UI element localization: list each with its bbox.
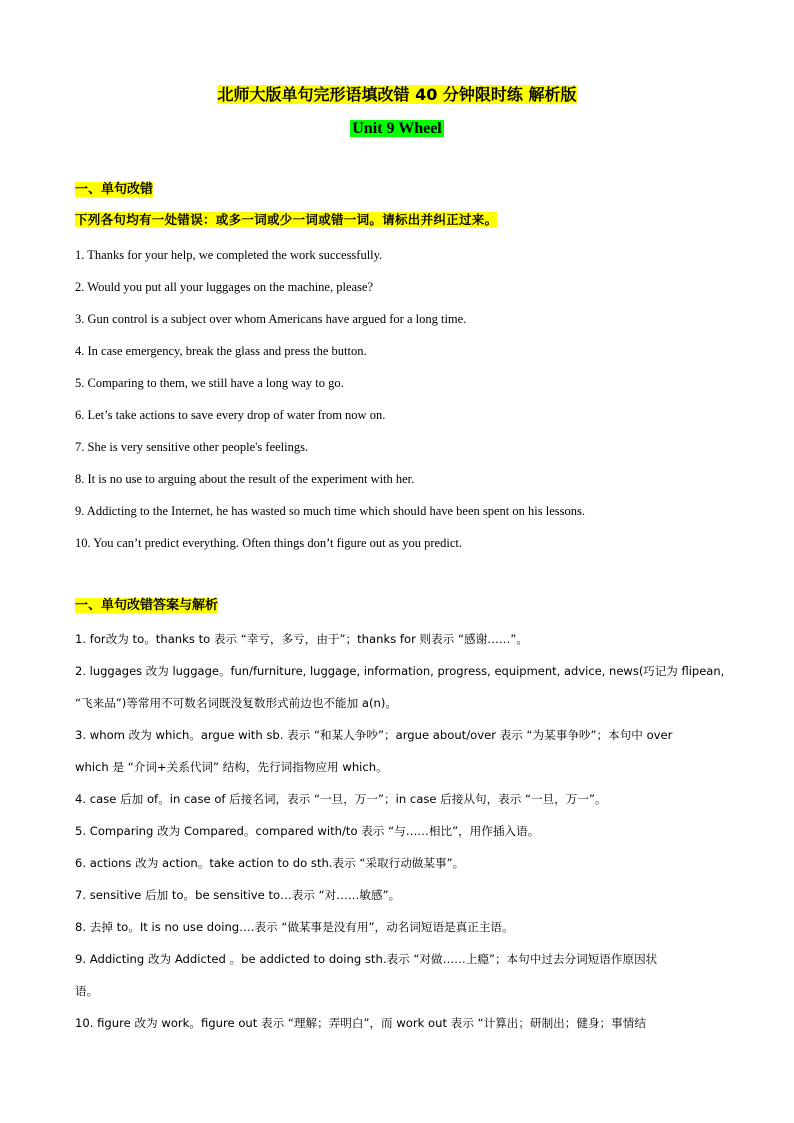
question-2: 2. Would you put all your luggages on the machine, please? xyxy=(75,280,373,294)
answer-line: “飞来品”)等常用不可数名词既没复数形式前边也不能加 a(n)。 xyxy=(75,696,397,710)
answer-line: which 是 “介词+关系代词” 结构，先行词指物应用 which。 xyxy=(75,760,388,774)
section-heading-text: 一、单句改错 xyxy=(75,182,154,197)
section-heading-answers-text: 一、单句改错答案与解析 xyxy=(75,598,219,613)
answer-line: 6. actions 改为 action。take action to do sth.表示 “采取行动做某事”。 xyxy=(75,856,465,870)
instruction-text xyxy=(75,211,497,229)
answer-line: 7. sensitive 后加 to。be sensitive to…表示 “对……敏感”。 xyxy=(75,888,401,902)
question-6: 6. Let’s take actions to save every drop of water from now on. xyxy=(75,408,386,422)
answer-line: 4. case 后加 of。in case of 后接名词，表示 “一旦，万一”；in case 后接从句，表示 “一旦，万一”。 xyxy=(75,792,607,806)
answer-line: 10. figure 改为 work。figure out 表示 “理解；弄明白”，而 work out 表示 “计算出；研制出；健身；事情结 xyxy=(75,1016,646,1030)
answer-line: 1. for改为 to。thanks to 表示 “幸亏，多亏，由于”；thanks for 则表示 “感谢……”。 xyxy=(75,632,528,646)
question-7: 7. She is very sensitive other people's feelings. xyxy=(75,440,309,454)
instruction-span: 下列各句均有一处错误：或多一词或少一词或错一词。请标出并纠正过来。 xyxy=(75,212,498,227)
question-3: 3. Gun control is a subject over whom Americans have argued for a long time. xyxy=(75,312,467,326)
answer-line: 语。 xyxy=(75,984,99,998)
question-8: 8. It is no use to arguing about the result of the experiment with her. xyxy=(75,472,415,486)
unit-subtitle-text: Unit 9 Wheel xyxy=(352,120,442,137)
answer-line: 3. whom 改为 which。argue with sb. 表示 “和某人争吵”；argue about/over 表示 “为某事争吵”；本句中 over xyxy=(75,728,673,742)
document-title xyxy=(0,85,794,105)
question-4: 4. In case emergency, break the glass and press the button. xyxy=(75,344,367,358)
section-heading-answers xyxy=(75,597,218,615)
answer-line: 9. Addicting 改为 Addicted 。be addicted to doing sth.表示 “对做……上瘾”；本句中过去分词短语作原因状 xyxy=(75,952,658,966)
question-9: 9. Addicting to the Internet, he has wasted so much time which should have been spent on his lessons. xyxy=(75,504,585,518)
section-heading-error-correction xyxy=(75,181,153,199)
answer-line: 8. 去掉 to。It is no use doing….表示 “做某事是没有用”，动名词短语是真正主语。 xyxy=(75,920,514,934)
answer-line: 2. luggages 改为 luggage。fun/furniture, luggage, information, progress, equipment, advice, news(巧记为 flipean, xyxy=(75,664,725,678)
document-title-text: 北师大版单句完形语填改错 40 分钟限时练 解析版 xyxy=(217,85,577,104)
question-5: 5. Comparing to them, we still have a long way to go. xyxy=(75,376,344,390)
answer-line: 5. Comparing 改为 Compared。compared with/to 表示 “与……相比”，用作插入语。 xyxy=(75,824,540,838)
unit-subtitle xyxy=(0,119,794,139)
question-1: 1. Thanks for your help, we completed the work successfully. xyxy=(75,248,383,262)
question-10: 10. You can’t predict everything. Often things don’t figure out as you predict. xyxy=(75,536,462,550)
